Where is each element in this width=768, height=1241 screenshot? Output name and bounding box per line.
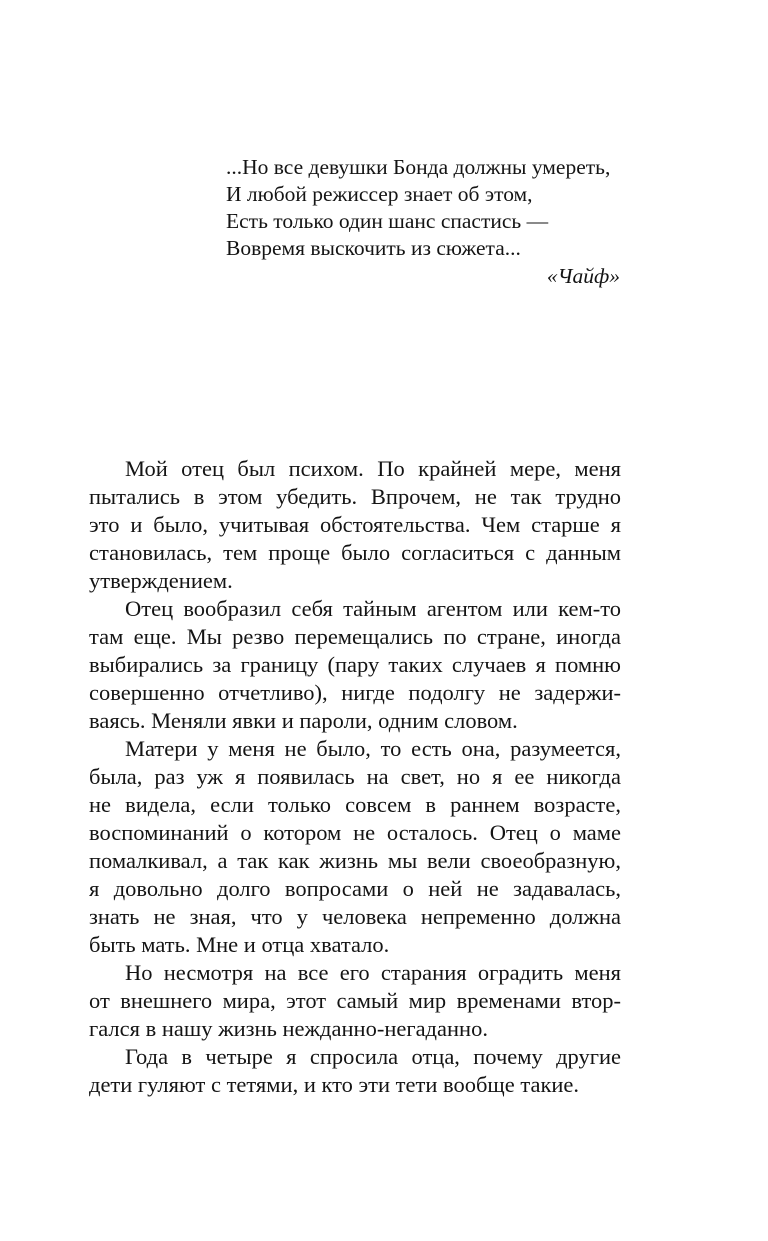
- epigraph-line: ...Но все девушки Бонда должны умереть,: [226, 155, 611, 179]
- text-line: утверждением.: [89, 568, 233, 593]
- epigraph-attribution: «Чайф»: [546, 264, 620, 288]
- text-line: Мой отец был психом. По крайней мере, меня: [125, 456, 621, 481]
- epigraph-line: И любой режиссер знает об этом,: [226, 182, 533, 206]
- text-line: становилась, тем проще было согласиться с данным: [89, 540, 621, 565]
- text-line: Матери у меня не было, то есть она, разумеется,: [125, 736, 621, 761]
- text-line: знать не зная, что у человека непременно должна: [89, 904, 621, 929]
- body-text: [89, 455, 621, 1099]
- text-line: Года в четыре я спросила отца, почему другие: [125, 1044, 621, 1069]
- text-line: от внешнего мира, этот самый мир временами втор-: [89, 988, 621, 1013]
- epigraph: [226, 154, 620, 290]
- text-line: это и было, учитывая обстоятельства. Чем старше я: [89, 512, 621, 537]
- text-line: воспоминаний о котором не осталось. Отец о маме: [89, 820, 621, 845]
- text-line: не видела, если только совсем в раннем возрасте,: [89, 792, 621, 817]
- text-line: дети гуляют с тетями, и кто эти тети вообще такие.: [89, 1072, 580, 1097]
- text-line: я довольно долго вопросами о ней не задавалась,: [89, 876, 621, 901]
- epigraph-line: Вовремя выскочить из сюжета...: [226, 236, 521, 260]
- epigraph-line: Есть только один шанс спастись —: [226, 209, 549, 233]
- text-line: совершенно отчетливо), нигде подолгу не задержи-: [89, 680, 621, 705]
- text-line: пытались в этом убедить. Впрочем, не так трудно: [89, 484, 621, 509]
- text-line: была, раз уж я появилась на свет, но я ее никогда: [89, 764, 621, 789]
- text-line: Отец вообразил себя тайным агентом или кем-то: [125, 596, 621, 621]
- text-line: выбирались за границу (пару таких случаев я помню: [89, 652, 621, 677]
- text-line: ваясь. Меняли явки и пароли, одним словом.: [89, 708, 518, 733]
- text-line: быть мать. Мне и отца хватало.: [89, 932, 390, 957]
- text-line: Но несмотря на все его старания оградить меня: [125, 960, 621, 985]
- text-line: помалкивал, а так как жизнь мы вели своеобразную,: [89, 848, 621, 873]
- text-line: там еще. Мы резво перемещались по стране, иногда: [89, 624, 621, 649]
- text-line: гался в нашу жизнь нежданно-негаданно.: [89, 1016, 488, 1041]
